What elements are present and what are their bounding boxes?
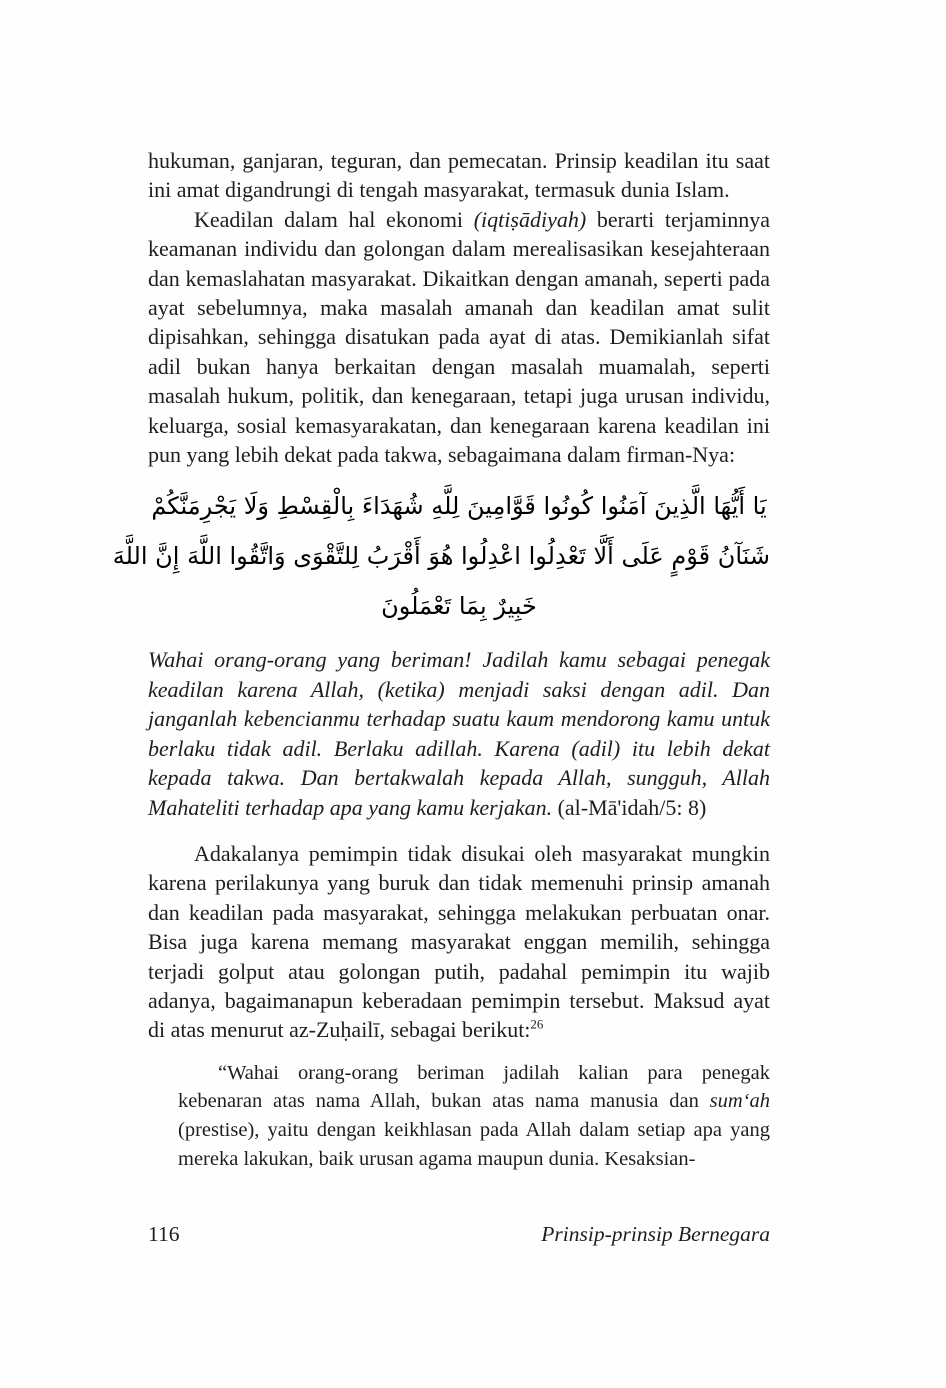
verse-translation (148, 645, 770, 821)
paragraph-text: Adakalanya pemimpin tidak disukai oleh masyarakat mungkin karena perilakunya yang buruk dan tidak memenuhi prinsip amanah dan keadilan pada masyarakat, sehingga melakukan perbuatan onar. Bisa juga karena memang masyarakat enggan memilih, sehingga terjadi golput atau golongan putih, padahal pemimpin itu wajib adanya, bagaimanapun keberadaan pemimpin tersebut. Maksud ayat di atas menurut az-Zuḥailī, sebagai berikut: (148, 840, 770, 1043)
quran-verse-line: شَنَآنُ قَوْمٍ عَلَى أَلَّا تَعْدِلُوا اعْدِلُوا هُوَ أَقْرَبُ لِلتَّقْوَى وَاتَّقُوا اللَّهَ إِنَّ اللَّهَ (112, 542, 770, 571)
quran-verse-line: خَبِيرٌ بِمَا تَعْمَلُونَ (381, 592, 537, 621)
quran-verse-arabic (112, 481, 770, 631)
paragraph-text: berarti terjaminnya keamanan individu dan golongan dalam merealisasikan kesejahteraan dan kemaslahatan masyarakat. Dikaitkan dengan amanah, seperti pada ayat sebelumnya, maka masalah amanah dan keadilan amat sulit dipisahkan, sehingga disatukan pada ayat di atas. Demikianlah sifat adil bukan hanya berkaitan dengan masalah muamalah, seperti masalah hukum, politik, dan kenegaraan, tetapi juga urusan individu, keluarga, sosial kemasyarakatan, dan kenegaraan karena keadilan ini pun yang lebih dekat pada takwa, sebagaimana dalam firman-Nya: (148, 206, 770, 468)
page-number: 116 (148, 1222, 180, 1246)
quran-verse-line: يَا أَيُّهَا الَّذِينَ آمَنُوا كُونُوا قَوَّامِينَ لِلَّهِ شُهَدَاءَ بِالْقِسْطِ وَلَا يَجْرِمَنَّكُمْ (151, 492, 767, 521)
italic-term-sumah: sum‘ah (709, 1090, 770, 1113)
paragraph-continuation: hukuman, ganjaran, teguran, dan pemecatan. Prinsip keadilan itu saat ini amat digandrungi di tengah masyarakat, termasuk dunia Islam. (148, 148, 770, 203)
verse-source-reference: (al-Mā'idah/5: 8) (552, 794, 707, 820)
quoted-tafsir-text (178, 1059, 770, 1173)
quote-text: “Wahai orang-orang beriman jadilah kalian para penegak kebenaran atas nama Allah, bukan atas nama manusia dan (178, 1061, 770, 1113)
paragraph-keadilan-ekonomi (148, 205, 770, 470)
paragraph-adakalanya (148, 839, 770, 1045)
page-footer (148, 1222, 770, 1247)
page-content (112, 146, 770, 1173)
paragraph-text: Keadilan dalam hal ekonomi (194, 206, 474, 232)
running-title: Prinsip-prinsip Bernegara (541, 1222, 770, 1246)
footnote-reference-26: 26 (530, 1017, 544, 1033)
quote-text: (prestise), yaitu dengan keikhlasan pada Allah dalam setiap apa yang mereka lakukan, baik urusan agama maupun dunia. Kesaksian- (178, 1118, 770, 1170)
italic-term-iqtisadiyah: (iqtiṣādiyah) (473, 206, 587, 232)
translation-italic-text: Wahai orang-orang yang beriman! Jadilah kamu sebagai penegak keadilan karena Allah, (ketika) menjadi saksi dengan adil. Dan janganlah kebencianmu terhadap suatu kaum mendorong kamu untuk berlaku tidak adil. Berlaku adillah. Karena (adil) itu lebih dekat kepada takwa. Dan bertakwalah kepada Allah, sungguh, Allah Mahateliti terhadap apa yang kamu kerjakan. (148, 647, 770, 820)
